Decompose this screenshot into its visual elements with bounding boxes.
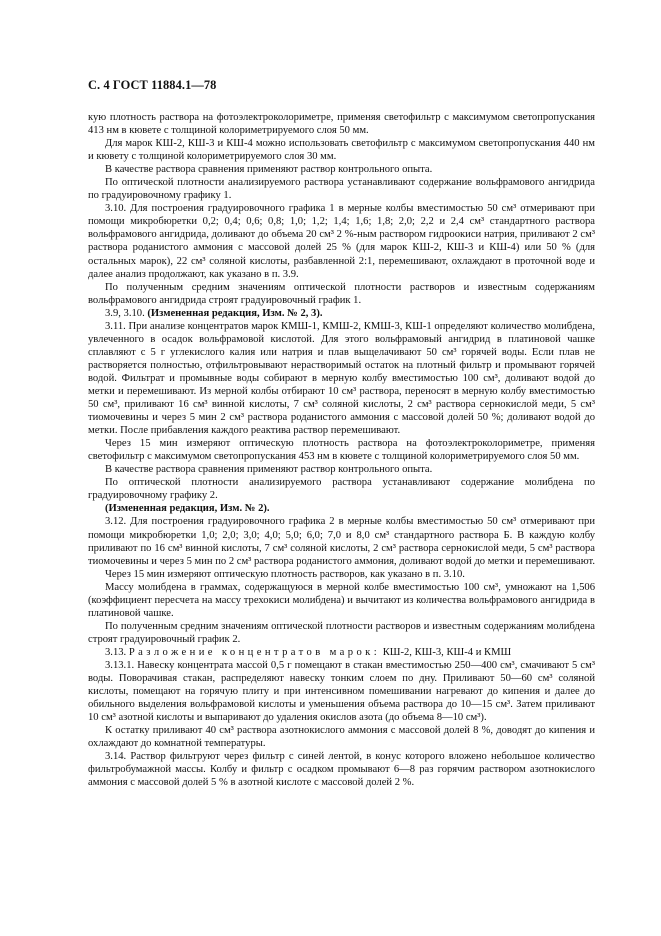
paragraph (88, 620, 595, 646)
paragraph-text: По полученным средним значениям оптической плотности растворов и известным содержаниям вольфрамового ангидрида строят градуировочный график 1. (88, 281, 595, 306)
paragraph-text: Через 15 мин измеряют оптическую плотность растворов, как указано в п. 3.10. (105, 568, 465, 580)
paragraph-text: 3.13.1. Навеску концентрата массой 0,5 г помещают в стакан вместимостью 250—400 см³, смачивают 5 см³ воды. Поворачивая стакан, распределяют навеску тонким слоем по дну. Приливают 50—60 см³ соляной кислоты, помещают на горячую плиту и при интенсивном помешивании нагревают до кипения и далее до обильного выделения вольфрамовой кислоты и уменьшения объема раствора до 10—15 см³. Затем приливают 10 см³ азотной кислоты и выпаривают до удаления окислов азота (до объема 8—10 см³). (88, 659, 595, 724)
paragraph-text: кую плотность раствора на фотоэлектроколориметре, применяя светофильтр с максимумом светопропускания 413 нм в кювете с толщиной колориметрируемого слоя 50 мм. (88, 112, 595, 137)
paragraph (88, 202, 595, 280)
paragraph (88, 137, 595, 163)
paragraph-text: Для марок КШ-2, КШ-3 и КШ-4 можно использовать светофильтр с максимумом светопропускания 440 нм и кювету с толщиной колориметрируемого слоя 30 мм. (88, 138, 595, 163)
paragraph-text: Массу молибдена в граммах, содержащуюся в мерной колбе вместимостью 100 см³, умножают на 1,506 (коэффициент пересчета на массу трехокиси молибдена) и вычитают из количества вольфрамового ангидрида в платиновой чашке. (88, 581, 595, 619)
revision-note: (Измененная редакция, Изм. № 2, 3). (147, 307, 323, 319)
paragraph-text: 3.10. Для построения градуировочного графика 1 в мерные колбы вместимостью 50 см³ отмеривают при помощи микробюретки 0,2; 0,4; 0,6; 0,8; 1,0; 1,2; 1,4; 1,6; 1,8; 2,0; 2,2 и 2,4 см³ стандартного раствора вольфрамового ангидрида, доливают до объема 20 см³ 2 %-ным раствором гидроокиси натрия, приливают 2 см³ раствора роданистого аммония с массовой долей 25 % (для марок КШ-2, КШ-3 и КШ-4) или 50 % (для остальных марок), 22 см³ соляной кислоты, разбавленной 2:1, перемешивают, охлаждают в проточной воде и далее анализ продолжают, как указано в п. 3.9. (88, 203, 595, 280)
paragraph (88, 111, 595, 137)
paragraph (88, 568, 595, 581)
paragraph (88, 581, 595, 620)
paragraph (88, 476, 595, 502)
paragraph-text: 3.13. (105, 646, 129, 658)
paragraph-text: В качестве раствора сравнения применяют раствор контрольного опыта. (105, 464, 433, 476)
paragraph-text: В качестве раствора сравнения применяют раствор контрольного опыта. (105, 164, 433, 176)
paragraph (88, 163, 595, 176)
paragraph (88, 515, 595, 567)
paragraph (88, 750, 595, 789)
heading-tail: КШ-2, КШ-3, КШ-4 и КМШ (380, 646, 512, 658)
paragraph-text: Через 15 мин измеряют оптическую плотность раствора на фотоэлектроколориметре, применяя светофильтр с максимумом светопропускания 453 нм в кювете с толщиной колориметрируемого слоя 50 мм. (88, 438, 595, 463)
paragraph (88, 724, 595, 750)
paragraph-text: 3.12. Для построения градуировочного графика 2 в мерные колбы вместимостью 50 см³ отмеривают при помощи микробюретки 1,0; 2,0; 3,0; 4,0; 5,0; 6,0; 7,0 и 8,0 см³ стандартного раствора Б. В каждую колбу приливают по 16 см³ винной кислоты, 7 см³ соляной кислоты, 2 см³ раствора сернокислой меди, 5 см³ раствора тиомочевины и через 5 мин по 2 см³ раствора роданистого аммония, доливают водой до метки и перемешивают. (88, 516, 595, 567)
paragraph-text: По оптической плотности анализируемого раствора устанавливают содержание вольфрамового ангидрида по градуировочному графику 1. (88, 177, 595, 202)
paragraph (88, 646, 595, 659)
paragraph (88, 307, 595, 320)
paragraph (88, 281, 595, 307)
paragraph (88, 320, 595, 437)
paragraph-text: К остатку приливают 40 см³ раствора азотнокислого аммония с массовой долей 8 %, доводят до кипения и охлаждают до комнатной температуры. (88, 725, 595, 750)
spaced-heading: Разложение концентратов марок: (128, 646, 381, 658)
paragraph-text: По оптической плотности анализируемого раствора устанавливают содержание молибдена по градуировочному графику 2. (88, 477, 595, 502)
revision-note: (Измененная редакция, Изм. № 2). (105, 503, 270, 515)
document-body (88, 111, 595, 789)
paragraph-text: 3.14. Раствор фильтруют через фильтр с синей лентой, в конус которого вложено небольшое количество фильтробумажной массы. Колбу и фильтр с осадком промывают 6—8 раз горячим раствором азотнокислого аммония с массовой долей 5 % в азотной кислоте с массовой долей 2 %. (88, 751, 595, 789)
paragraph (88, 659, 595, 724)
paragraph (88, 502, 595, 515)
paragraph (88, 437, 595, 463)
paragraph (88, 176, 595, 202)
paragraph-text: 3.11. При анализе концентратов марок КМШ-1, КМШ-2, КМШ-3, КШ-1 определяют количество молибдена, увлеченного в осадок вольфрамовой кислотой. Для этого вольфрамовый ангидрид в платиновой чашке сплавляют с 5 г углекислого калия или натрия и плав выщелачивают 50 см³ горячей воды. Если плав не растворяется полностью, отфильтровывают нерастворимый остаток на плотный фильтр и промывают горячей водой. Фильтрат и промывные воды собирают в мерную колбу вместимостью 100 см³, доливают водой до метки и перемешивают. Из мерной колбы отбирают 10 см³ раствора, переносят в мерную колбу вместимостью 50 см³, приливают 16 см³ винной кислоты, 7 см³ соляной кислоты, 2 см³ раствора сернокислой меди, 5 см³ тиомочевины и через 5 мин 2 см³ раствора роданистого аммония с массовой долей 50 %; доливают водой до метки. После прибавления каждого реактива раствор перемешивают. (88, 320, 595, 437)
paragraph-text: 3.9, 3.10. (105, 307, 148, 319)
page-header: С. 4 ГОСТ 11884.1—78 (88, 78, 217, 92)
paragraph (88, 463, 595, 476)
paragraph-text: По полученным средним значениям оптической плотности растворов и известным содержаниям молибдена строят градуировочный график 2. (88, 620, 595, 645)
